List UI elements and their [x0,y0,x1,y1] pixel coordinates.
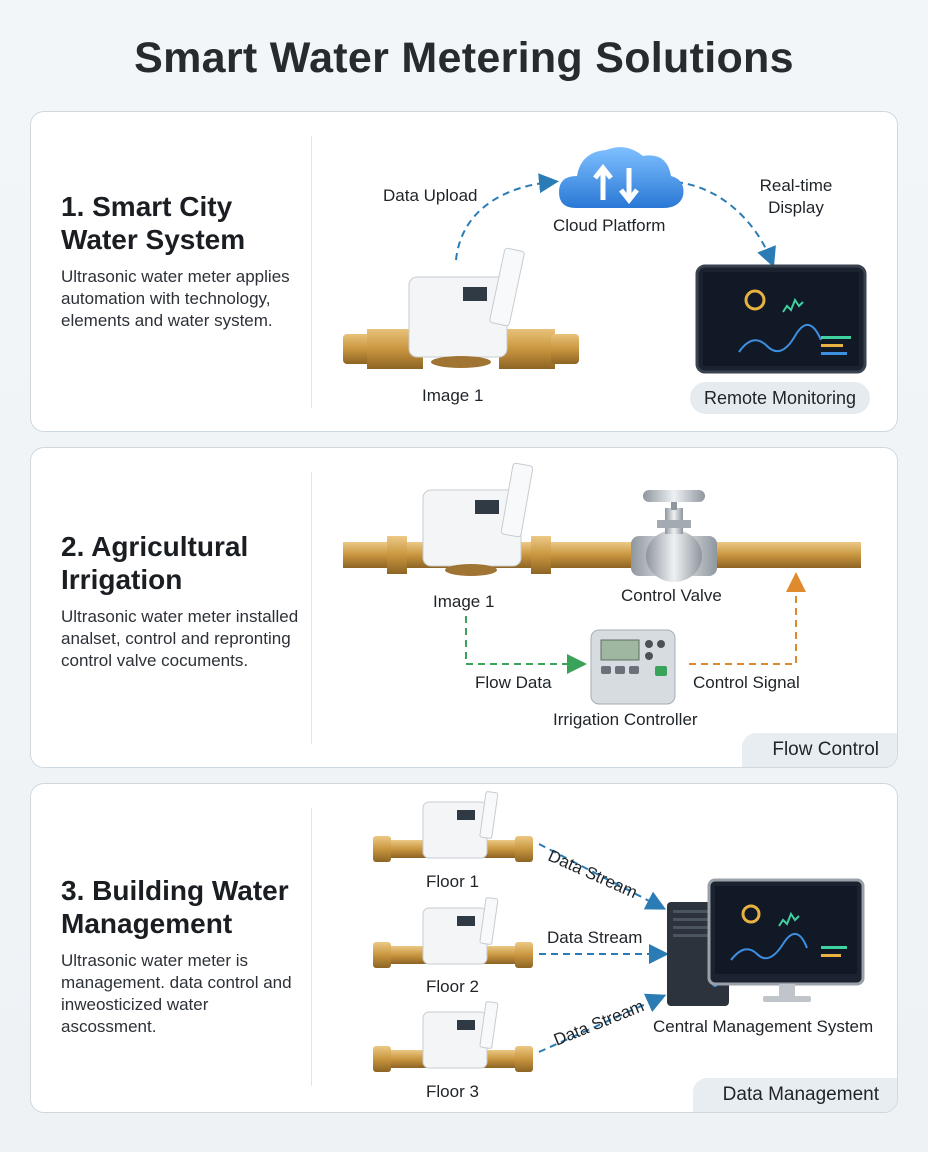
pipe [343,542,861,568]
section-heading: 1. Smart City Water System [61,191,246,255]
section-description: Ultrasonic water meter is management. data control and inweosticized water ascossment. [61,951,292,1036]
central-system-label: Central Management System [653,1017,874,1036]
realtime-label-line2: Display [768,198,824,217]
control-signal-label: Control Signal [693,673,800,692]
data-stream-label-3: Data Stream [551,996,647,1050]
floor2-meter-icon [373,897,533,968]
data-management-tag: Data Management [693,1078,897,1112]
building-diagram [31,784,898,1113]
water-meter-icon [343,248,579,369]
tablet-icon [697,266,865,372]
section-description: Ultrasonic water meter installed analset, control and repronting control valve cocuments. [61,607,299,670]
image-label: Image 1 [422,386,484,405]
page-title: Smart Water Metering Solutions [134,34,794,82]
data-upload-label: Data Upload [383,186,478,205]
section-heading: 3. Building Water Management [61,875,289,939]
floor3-label: Floor 3 [426,1082,479,1101]
cloud-platform-label: Cloud Platform [553,216,666,235]
data-stream-label-1: Data Stream [545,846,641,903]
section-description: Ultrasonic water meter applies automation with technology, elements and water system. [61,267,290,330]
data-stream-label-2: Data Stream [547,928,643,947]
floor1-meter-icon [373,791,533,862]
agricultural-panel [30,447,898,768]
control-valve-icon [631,490,717,582]
floor2-label: Floor 2 [426,977,479,996]
floor3-meter-icon [373,1001,533,1072]
water-meter-icon [423,463,533,576]
remote-monitoring-badge: Remote Monitoring [690,382,870,414]
irrigation-controller-icon [591,630,675,704]
smart-city-panel [30,111,898,432]
monitor-icon [709,880,863,1002]
cloud-icon [559,147,684,208]
irrigation-controller-label: Irrigation Controller [553,710,698,729]
section-heading: 2. Agricultural Irrigation [61,531,249,595]
building-panel [30,783,898,1113]
realtime-label-line1: Real-time [759,176,833,195]
image-label: Image 1 [433,592,495,611]
control-valve-label: Control Valve [621,586,722,605]
floor1-label: Floor 1 [426,872,479,891]
flow-data-arrow [466,616,579,664]
flow-data-label: Flow Data [475,673,552,692]
flow-control-tag: Flow Control [742,733,897,767]
